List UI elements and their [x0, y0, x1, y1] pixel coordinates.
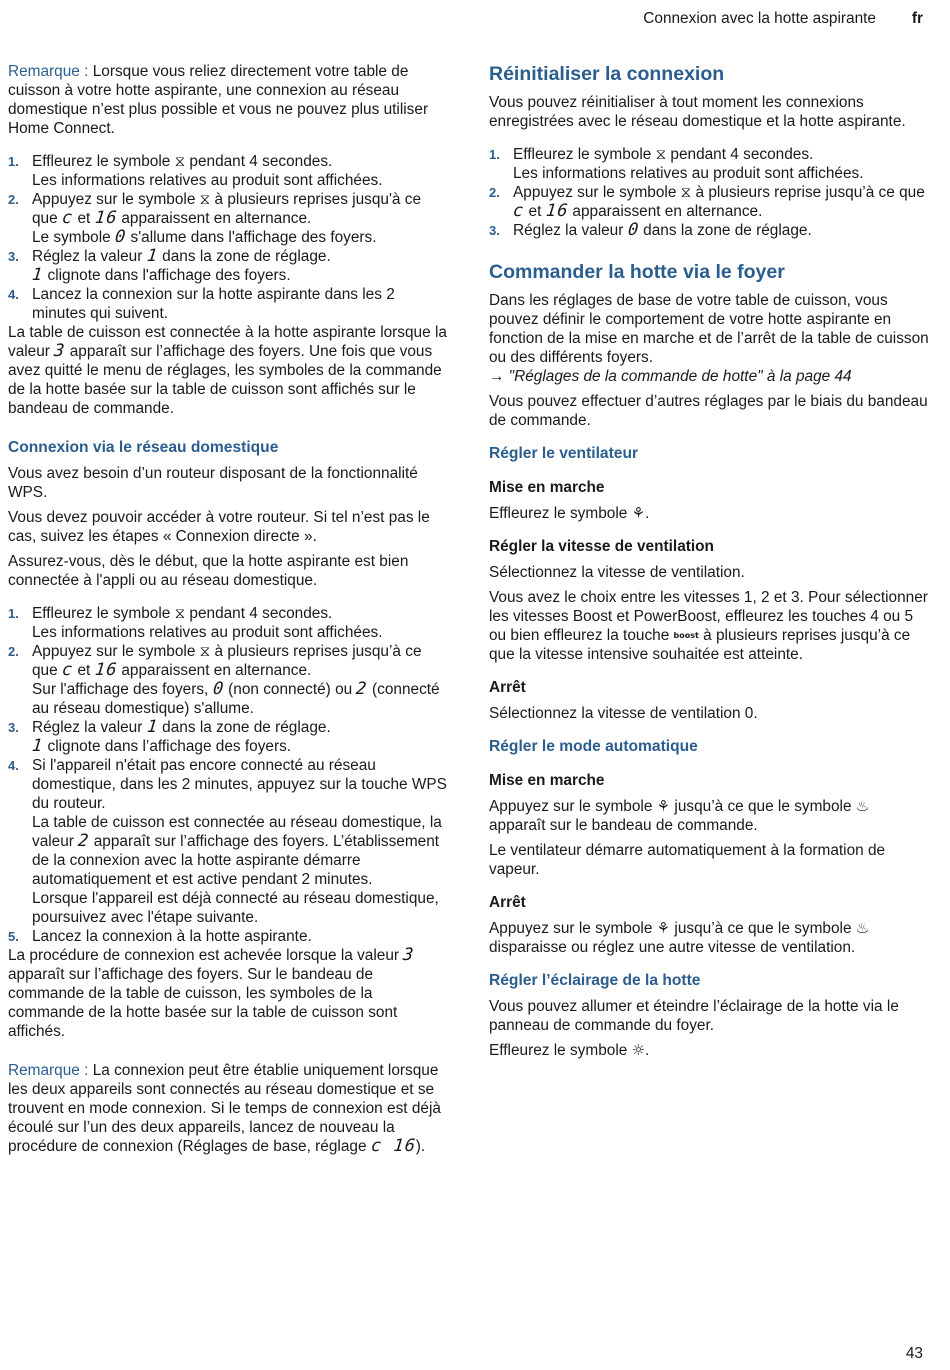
- steps-list-direct: [8, 152, 448, 323]
- hourglass-icon: ⧖: [199, 190, 211, 208]
- list-item: 5. Lancez la connexion à la hotte aspirante.: [8, 928, 312, 945]
- remark-note: Remarque : Lorsque vous reliez directement votre table de cuisson à votre hotte aspirante, une connexion au réseau domestique n’est plus possible et vous ne pouvez plus utiliser Home Connect.: [8, 63, 429, 137]
- fan-icon: ⚘: [656, 797, 671, 815]
- page-header: [0, 8, 950, 30]
- hourglass-icon: ⧖: [680, 183, 692, 201]
- subheading: Mise en marche: [489, 479, 605, 496]
- subheading: Mise en marche: [489, 772, 605, 789]
- paragraph: Vous pouvez allumer et éteindre l’éclairage de la hotte via le panneau de commande du foyer.: [489, 998, 899, 1034]
- list-item: 1. Effleurez le symbole ⧖ pendant 4 secondes. Les informations relatives au produit sont affichées.: [8, 152, 383, 189]
- list-item: 1. Effleurez le symbole ⧖ pendant 4 secondes. Les informations relatives au produit sont affichées.: [8, 604, 383, 641]
- subheading: Arrêt: [489, 679, 526, 696]
- hourglass-icon: ⧖: [174, 604, 186, 622]
- hourglass-icon: ⧖: [199, 642, 211, 660]
- segment-display-symbol: 16: [544, 201, 570, 221]
- header-title: Connexion avec la hotte aspirante: [643, 10, 876, 27]
- paragraph: Vous avez le choix entre les vitesses 1, 2 et 3. Pour sélectionner les vitesses Boost et PowerBoost, effleurez les touches 4 ou 5 ou bien effleurez la touche boost à plusieurs reprises jusqu’à ce que la vitesse intensive souhaitée est atteinte.: [489, 589, 928, 663]
- subsection-heading: Régler le ventilateur: [489, 445, 639, 462]
- segment-display-symbol: 2: [355, 679, 369, 699]
- list-item: 3. Réglez la valeur 1 dans la zone de réglage. 1 clignote dans l'affichage des foyers.: [8, 246, 331, 285]
- paragraph: La table de cuisson est connectée à la hotte aspirante lorsque la valeur 3 apparaît sur l’affichage des foyers. Une fois que vous avez quitté le menu de réglages, les symboles de la commande de la hotte basée sur la table de cuisson sont affichés sur le bandeau de commande.: [8, 324, 447, 417]
- segment-display-symbol: c: [60, 660, 75, 680]
- list-item: 4. Si l'appareil n'était pas encore connecté au réseau domestique, dans les 2 minutes, appuyez sur la touche WPS du routeur. La table de cuisson est connectée au réseau domestique, la valeur 2 apparaît sur l’affichage des foyers. L’établissement de la connexion avec la hotte aspirante démarre automatiquement et est active pendant 2 minutes. Lorsque l'appareil est déjà connecté au réseau domestique, poursuivez avec l'étape suivante.: [8, 757, 447, 926]
- list-item: 2. Appuyez sur le symbole ⧖ à plusieurs reprises jusqu’à ce que c et 16 apparaissent en alternance. Sur l'affichage des foyers, 0 (non connecté) ou 2 (connecté au réseau domestique) s'allume.: [8, 642, 440, 717]
- page-number: 43: [905, 1345, 923, 1362]
- paragraph: Vous avez besoin d’un routeur disposant de la fonctionnalité WPS.: [8, 465, 418, 501]
- light-icon: ☼: [631, 1041, 646, 1059]
- segment-display-symbol: 1: [31, 736, 45, 756]
- segment-display-symbol: 16: [93, 208, 119, 228]
- boost-icon: boost: [673, 630, 699, 640]
- paragraph: Sélectionnez la vitesse de ventilation.: [489, 564, 745, 581]
- steps-list-reset: [489, 145, 929, 240]
- paragraph: Sélectionnez la vitesse de ventilation 0.: [489, 705, 758, 722]
- fan-icon: ⚘: [656, 919, 671, 937]
- paragraph: Dans les réglages de base de votre table de cuisson, vous pouvez définir le comportement de votre hotte aspirante en fonction de la mise en marche et de l’arrêt de la table de cuisson ou des différents foyers. → "Réglages de la commande de hotte" à la page 44: [489, 292, 929, 385]
- segment-display-symbol: 16: [93, 660, 119, 680]
- section-heading: Commander la hotte via le foyer: [489, 261, 785, 283]
- segment-display-symbol: 3: [53, 341, 67, 361]
- subheading: Régler la vitesse de ventilation: [489, 538, 714, 555]
- list-item: 4. Lancez la connexion sur la hotte aspirante dans les 2 minutes qui suivent.: [8, 286, 395, 322]
- paragraph: Appuyez sur le symbole ⚘ jusqu’à ce que le symbole ♨ apparaît sur le bandeau de commande.: [489, 797, 870, 834]
- segment-display-symbol: 0: [211, 679, 225, 699]
- page-reference-link[interactable]: "Réglages de la commande de hotte" à la page 44: [508, 368, 852, 385]
- segment-display-symbol: 0: [113, 227, 128, 247]
- arrow-right-icon: →: [489, 368, 505, 385]
- segment-display-symbol: 1: [31, 265, 45, 285]
- segment-display-symbol: 2: [77, 831, 91, 851]
- segment-display-symbol: c: [60, 208, 75, 228]
- auto-mode-icon: ♨: [855, 797, 870, 815]
- fan-icon: ⚘: [631, 504, 646, 522]
- segment-display-symbol: 3: [402, 945, 416, 965]
- right-column: [489, 62, 929, 1066]
- paragraph: Effleurez le symbole ☼.: [489, 1041, 650, 1059]
- segment-display-symbol: c 16: [369, 1136, 417, 1156]
- paragraph: Le ventilateur démarre automatiquement à la formation de vapeur.: [489, 842, 886, 878]
- paragraph: Effleurez le symbole ⚘.: [489, 504, 650, 522]
- list-item: 3. Réglez la valeur 0 dans la zone de réglage.: [489, 220, 812, 240]
- auto-mode-icon: ♨: [855, 919, 870, 937]
- subsection-heading: Régler l’éclairage de la hotte: [489, 972, 701, 989]
- left-column: [8, 62, 448, 1162]
- section-heading: Connexion via le réseau domestique: [8, 439, 279, 456]
- list-item: 2. Appuyez sur le symbole ⧖ à plusieurs reprise jusqu’à ce que c et 16 apparaissent en alternance.: [489, 183, 925, 221]
- subheading: Arrêt: [489, 894, 526, 911]
- paragraph: Vous devez pouvoir accéder à votre routeur. Si tel n’est pas le cas, suivez les étapes « Connexion directe ».: [8, 509, 430, 545]
- paragraph: La procédure de connexion est achevée lorsque la valeur 3 apparaît sur l’affichage des foyers. Sur le bandeau de commande de la table de cuisson, les symboles de la commande de la hotte basée sur la table de cuisson sont affichés.: [8, 945, 416, 1040]
- paragraph: Assurez-vous, dès le début, que la hotte aspirante est bien connectée à l'appli ou au réseau domestique.: [8, 553, 409, 589]
- section-heading: Réinitialiser la connexion: [489, 63, 725, 85]
- hourglass-icon: ⧖: [174, 152, 186, 170]
- paragraph: Vous pouvez effectuer d’autres réglages par le biais du bandeau de commande.: [489, 393, 928, 429]
- paragraph: Appuyez sur le symbole ⚘ jusqu’à ce que le symbole ♨ disparaisse ou réglez une autre vitesse de ventilation.: [489, 919, 870, 956]
- hourglass-icon: ⧖: [655, 145, 667, 163]
- list-item: 2. Appuyez sur le symbole ⧖ à plusieurs reprises jusqu'à ce que c et 16 apparaissent en alternance. Le symbole 0 s'allume dans l'affichage des foyers.: [8, 190, 422, 247]
- segment-display-symbol: 0: [626, 220, 640, 240]
- steps-list-network: [8, 604, 448, 946]
- paragraph: Vous pouvez réinitialiser à tout moment les connexions enregistrées avec le réseau domestique et la hotte aspirante.: [489, 94, 906, 130]
- segment-display-symbol: 1: [145, 717, 159, 737]
- subsection-heading: Régler le mode automatique: [489, 738, 698, 755]
- segment-display-symbol: c: [512, 201, 526, 221]
- list-item: 1. Effleurez le symbole ⧖ pendant 4 secondes. Les informations relatives au produit sont affichées.: [489, 145, 864, 182]
- segment-display-symbol: 1: [145, 246, 159, 266]
- language-code: fr: [911, 10, 923, 27]
- list-item: 3. Réglez la valeur 1 dans la zone de réglage. 1 clignote dans l’affichage des foyers.: [8, 717, 331, 756]
- remark-note: Remarque : La connexion peut être établie uniquement lorsque les deux appareils sont connectés au réseau domestique et se trouvent en mode connexion. Si le temps de connexion est déjà écoulé sur l’un des deux appareils, lancez de nouveau la procédure de connexion (Réglages de base, réglage c 16).: [8, 1062, 441, 1156]
